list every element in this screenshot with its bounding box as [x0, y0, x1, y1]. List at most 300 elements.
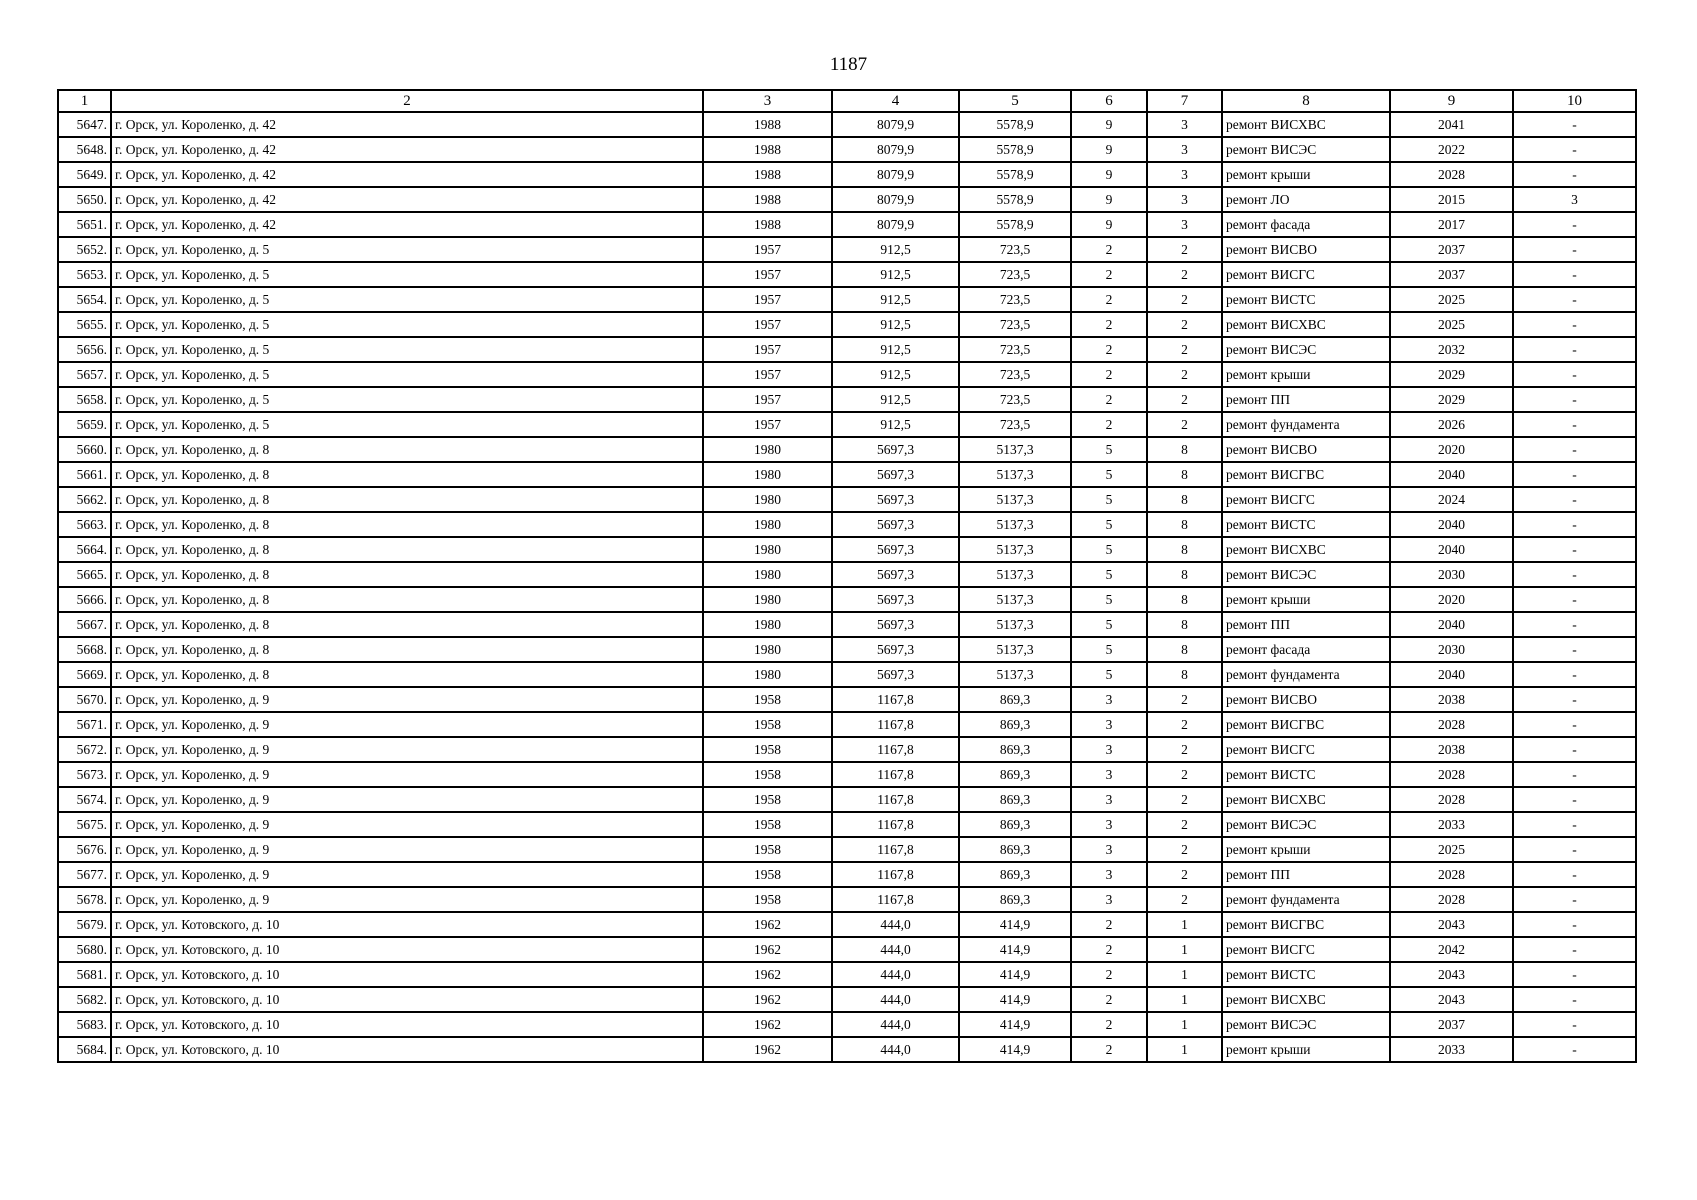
table-row	[58, 112, 1636, 137]
table-row	[58, 212, 1636, 237]
entrances-cell: 1	[1147, 912, 1222, 937]
note-cell: -	[1513, 487, 1636, 512]
floors-cell: 2	[1071, 287, 1147, 312]
address-cell: г. Орск, ул. Короленко, д. 8	[111, 637, 703, 662]
planned-year-cell: 2028	[1390, 887, 1513, 912]
table-row	[58, 462, 1636, 487]
address-cell: г. Орск, ул. Котовского, д. 10	[111, 962, 703, 987]
table-row	[58, 712, 1636, 737]
year-built-cell: 1988	[703, 187, 832, 212]
living-area-cell: 414,9	[959, 962, 1071, 987]
living-area-cell: 5578,9	[959, 162, 1071, 187]
entrances-cell: 2	[1147, 737, 1222, 762]
note-cell: -	[1513, 512, 1636, 537]
floors-cell: 3	[1071, 862, 1147, 887]
note-cell: -	[1513, 287, 1636, 312]
table-row	[58, 612, 1636, 637]
repair-type-cell: ремонт ВИСГС	[1222, 262, 1390, 287]
note-cell: -	[1513, 962, 1636, 987]
repair-type-cell: ремонт ВИСЭС	[1222, 1012, 1390, 1037]
planned-year-cell: 2028	[1390, 712, 1513, 737]
planned-year-cell: 2020	[1390, 587, 1513, 612]
repair-type-cell: ремонт ВИСВО	[1222, 437, 1390, 462]
living-area-cell: 869,3	[959, 837, 1071, 862]
row-number-cell: 5652.	[58, 237, 111, 262]
year-built-cell: 1958	[703, 737, 832, 762]
living-area-cell: 869,3	[959, 887, 1071, 912]
year-built-cell: 1957	[703, 237, 832, 262]
repair-type-cell: ремонт ВИСХВС	[1222, 787, 1390, 812]
planned-year-cell: 2030	[1390, 637, 1513, 662]
planned-year-cell: 2038	[1390, 737, 1513, 762]
column-header-9: 9	[1390, 90, 1513, 112]
table-row	[58, 437, 1636, 462]
repair-type-cell: ремонт фундамента	[1222, 662, 1390, 687]
row-number-cell: 5680.	[58, 937, 111, 962]
living-area-cell: 723,5	[959, 362, 1071, 387]
repair-type-cell: ремонт фасада	[1222, 637, 1390, 662]
table-row	[58, 1012, 1636, 1037]
column-header-3: 3	[703, 90, 832, 112]
table-row	[58, 312, 1636, 337]
entrances-cell: 3	[1147, 112, 1222, 137]
entrances-cell: 8	[1147, 637, 1222, 662]
table-row	[58, 162, 1636, 187]
planned-year-cell: 2040	[1390, 662, 1513, 687]
total-area-cell: 5697,3	[832, 437, 959, 462]
total-area-cell: 912,5	[832, 337, 959, 362]
table-row	[58, 687, 1636, 712]
entrances-cell: 3	[1147, 137, 1222, 162]
note-cell: -	[1513, 437, 1636, 462]
row-number-cell: 5665.	[58, 562, 111, 587]
entrances-cell: 1	[1147, 962, 1222, 987]
year-built-cell: 1958	[703, 812, 832, 837]
floors-cell: 3	[1071, 887, 1147, 912]
planned-year-cell: 2043	[1390, 962, 1513, 987]
entrances-cell: 8	[1147, 587, 1222, 612]
year-built-cell: 1958	[703, 837, 832, 862]
floors-cell: 9	[1071, 112, 1147, 137]
note-cell: -	[1513, 1037, 1636, 1062]
address-cell: г. Орск, ул. Короленко, д. 8	[111, 562, 703, 587]
total-area-cell: 1167,8	[832, 887, 959, 912]
repair-type-cell: ремонт ПП	[1222, 862, 1390, 887]
table-row	[58, 237, 1636, 262]
year-built-cell: 1980	[703, 612, 832, 637]
total-area-cell: 1167,8	[832, 737, 959, 762]
row-number-cell: 5675.	[58, 812, 111, 837]
address-cell: г. Орск, ул. Короленко, д. 8	[111, 662, 703, 687]
note-cell: 3	[1513, 187, 1636, 212]
page-number: 1187	[829, 54, 868, 75]
year-built-cell: 1988	[703, 137, 832, 162]
total-area-cell: 1167,8	[832, 812, 959, 837]
living-area-cell: 723,5	[959, 387, 1071, 412]
year-built-cell: 1962	[703, 962, 832, 987]
living-area-cell: 5137,3	[959, 637, 1071, 662]
planned-year-cell: 2043	[1390, 987, 1513, 1012]
note-cell: -	[1513, 987, 1636, 1012]
living-area-cell: 5137,3	[959, 562, 1071, 587]
total-area-cell: 912,5	[832, 262, 959, 287]
row-number-cell: 5664.	[58, 537, 111, 562]
table-row	[58, 637, 1636, 662]
floors-cell: 2	[1071, 237, 1147, 262]
row-number-cell: 5666.	[58, 587, 111, 612]
header-row	[58, 90, 1636, 112]
year-built-cell: 1957	[703, 387, 832, 412]
address-cell: г. Орск, ул. Котовского, д. 10	[111, 937, 703, 962]
entrances-cell: 2	[1147, 337, 1222, 362]
row-number-cell: 5676.	[58, 837, 111, 862]
note-cell: -	[1513, 112, 1636, 137]
repair-type-cell: ремонт крыши	[1222, 837, 1390, 862]
table-row	[58, 262, 1636, 287]
entrances-cell: 2	[1147, 312, 1222, 337]
column-header-10: 10	[1513, 90, 1636, 112]
floors-cell: 9	[1071, 137, 1147, 162]
total-area-cell: 5697,3	[832, 562, 959, 587]
repair-type-cell: ремонт ВИСВО	[1222, 687, 1390, 712]
repair-type-cell: ремонт ВИСГВС	[1222, 712, 1390, 737]
address-cell: г. Орск, ул. Короленко, д. 8	[111, 462, 703, 487]
repair-type-cell: ремонт ВИСТС	[1222, 512, 1390, 537]
floors-cell: 5	[1071, 662, 1147, 687]
repair-type-cell: ремонт крыши	[1222, 1037, 1390, 1062]
entrances-cell: 3	[1147, 162, 1222, 187]
note-cell: -	[1513, 262, 1636, 287]
planned-year-cell: 2025	[1390, 312, 1513, 337]
year-built-cell: 1980	[703, 462, 832, 487]
table-row	[58, 387, 1636, 412]
repair-type-cell: ремонт ЛО	[1222, 187, 1390, 212]
living-area-cell: 869,3	[959, 862, 1071, 887]
entrances-cell: 8	[1147, 462, 1222, 487]
repair-type-cell: ремонт крыши	[1222, 587, 1390, 612]
row-number-cell: 5650.	[58, 187, 111, 212]
planned-year-cell: 2025	[1390, 287, 1513, 312]
entrances-cell: 1	[1147, 1012, 1222, 1037]
total-area-cell: 444,0	[832, 1012, 959, 1037]
living-area-cell: 414,9	[959, 1012, 1071, 1037]
note-cell: -	[1513, 537, 1636, 562]
living-area-cell: 869,3	[959, 712, 1071, 737]
floors-cell: 3	[1071, 762, 1147, 787]
total-area-cell: 8079,9	[832, 112, 959, 137]
table-row	[58, 137, 1636, 162]
column-header-1: 1	[58, 90, 111, 112]
entrances-cell: 8	[1147, 437, 1222, 462]
planned-year-cell: 2040	[1390, 537, 1513, 562]
table-row	[58, 937, 1636, 962]
repair-type-cell: ремонт ВИСЭС	[1222, 812, 1390, 837]
address-cell: г. Орск, ул. Короленко, д. 9	[111, 687, 703, 712]
row-number-cell: 5673.	[58, 762, 111, 787]
entrances-cell: 2	[1147, 262, 1222, 287]
note-cell: -	[1513, 812, 1636, 837]
table-row	[58, 737, 1636, 762]
total-area-cell: 444,0	[832, 912, 959, 937]
note-cell: -	[1513, 737, 1636, 762]
planned-year-cell: 2033	[1390, 812, 1513, 837]
note-cell: -	[1513, 787, 1636, 812]
planned-year-cell: 2040	[1390, 512, 1513, 537]
total-area-cell: 1167,8	[832, 862, 959, 887]
total-area-cell: 444,0	[832, 987, 959, 1012]
year-built-cell: 1957	[703, 262, 832, 287]
planned-year-cell: 2037	[1390, 237, 1513, 262]
floors-cell: 2	[1071, 412, 1147, 437]
year-built-cell: 1957	[703, 362, 832, 387]
address-cell: г. Орск, ул. Короленко, д. 8	[111, 437, 703, 462]
note-cell: -	[1513, 912, 1636, 937]
row-number-cell: 5660.	[58, 437, 111, 462]
note-cell: -	[1513, 762, 1636, 787]
floors-cell: 3	[1071, 812, 1147, 837]
floors-cell: 9	[1071, 212, 1147, 237]
floors-cell: 5	[1071, 612, 1147, 637]
entrances-cell: 2	[1147, 812, 1222, 837]
note-cell: -	[1513, 337, 1636, 362]
row-number-cell: 5658.	[58, 387, 111, 412]
living-area-cell: 869,3	[959, 687, 1071, 712]
year-built-cell: 1958	[703, 687, 832, 712]
living-area-cell: 414,9	[959, 937, 1071, 962]
row-number-cell: 5659.	[58, 412, 111, 437]
row-number-cell: 5683.	[58, 1012, 111, 1037]
planned-year-cell: 2020	[1390, 437, 1513, 462]
year-built-cell: 1980	[703, 437, 832, 462]
note-cell: -	[1513, 662, 1636, 687]
total-area-cell: 8079,9	[832, 212, 959, 237]
planned-year-cell: 2017	[1390, 212, 1513, 237]
total-area-cell: 5697,3	[832, 462, 959, 487]
table-row	[58, 912, 1636, 937]
year-built-cell: 1962	[703, 937, 832, 962]
year-built-cell: 1958	[703, 762, 832, 787]
table-row	[58, 562, 1636, 587]
note-cell: -	[1513, 862, 1636, 887]
address-cell: г. Орск, ул. Короленко, д. 8	[111, 587, 703, 612]
repair-type-cell: ремонт ПП	[1222, 387, 1390, 412]
note-cell: -	[1513, 237, 1636, 262]
repair-type-cell: ремонт ВИСГС	[1222, 487, 1390, 512]
repair-type-cell: ремонт ВИСХВС	[1222, 312, 1390, 337]
address-cell: г. Орск, ул. Короленко, д. 42	[111, 112, 703, 137]
floors-cell: 3	[1071, 712, 1147, 737]
address-cell: г. Орск, ул. Короленко, д. 42	[111, 212, 703, 237]
year-built-cell: 1958	[703, 862, 832, 887]
year-built-cell: 1957	[703, 312, 832, 337]
row-number-cell: 5662.	[58, 487, 111, 512]
table-row	[58, 837, 1636, 862]
table-row	[58, 587, 1636, 612]
note-cell: -	[1513, 312, 1636, 337]
table-row	[58, 487, 1636, 512]
planned-year-cell: 2029	[1390, 387, 1513, 412]
total-area-cell: 444,0	[832, 962, 959, 987]
floors-cell: 5	[1071, 437, 1147, 462]
entrances-cell: 2	[1147, 712, 1222, 737]
floors-cell: 2	[1071, 987, 1147, 1012]
address-cell: г. Орск, ул. Короленко, д. 9	[111, 812, 703, 837]
total-area-cell: 5697,3	[832, 612, 959, 637]
total-area-cell: 5697,3	[832, 637, 959, 662]
entrances-cell: 2	[1147, 387, 1222, 412]
address-cell: г. Орск, ул. Короленко, д. 8	[111, 612, 703, 637]
repair-type-cell: ремонт ВИСВО	[1222, 237, 1390, 262]
table-row	[58, 362, 1636, 387]
repair-type-cell: ремонт ВИСЭС	[1222, 562, 1390, 587]
year-built-cell: 1957	[703, 287, 832, 312]
planned-year-cell: 2040	[1390, 612, 1513, 637]
total-area-cell: 8079,9	[832, 187, 959, 212]
entrances-cell: 2	[1147, 237, 1222, 262]
row-number-cell: 5684.	[58, 1037, 111, 1062]
living-area-cell: 5137,3	[959, 437, 1071, 462]
year-built-cell: 1957	[703, 337, 832, 362]
note-cell: -	[1513, 562, 1636, 587]
living-area-cell: 5137,3	[959, 612, 1071, 637]
total-area-cell: 912,5	[832, 287, 959, 312]
floors-cell: 2	[1071, 912, 1147, 937]
address-cell: г. Орск, ул. Короленко, д. 42	[111, 162, 703, 187]
living-area-cell: 414,9	[959, 1037, 1071, 1062]
address-cell: г. Орск, ул. Короленко, д. 5	[111, 362, 703, 387]
address-cell: г. Орск, ул. Котовского, д. 10	[111, 1037, 703, 1062]
column-header-7: 7	[1147, 90, 1222, 112]
total-area-cell: 8079,9	[832, 137, 959, 162]
repair-type-cell: ремонт ВИСГВС	[1222, 912, 1390, 937]
total-area-cell: 1167,8	[832, 762, 959, 787]
address-cell: г. Орск, ул. Короленко, д. 9	[111, 787, 703, 812]
address-cell: г. Орск, ул. Короленко, д. 42	[111, 137, 703, 162]
living-area-cell: 5578,9	[959, 112, 1071, 137]
living-area-cell: 5578,9	[959, 137, 1071, 162]
year-built-cell: 1958	[703, 887, 832, 912]
year-built-cell: 1980	[703, 587, 832, 612]
total-area-cell: 912,5	[832, 362, 959, 387]
row-number-cell: 5647.	[58, 112, 111, 137]
note-cell: -	[1513, 162, 1636, 187]
living-area-cell: 869,3	[959, 812, 1071, 837]
entrances-cell: 8	[1147, 562, 1222, 587]
entrances-cell: 2	[1147, 762, 1222, 787]
row-number-cell: 5669.	[58, 662, 111, 687]
repair-type-cell: ремонт ВИСГС	[1222, 937, 1390, 962]
entrances-cell: 8	[1147, 487, 1222, 512]
living-area-cell: 5137,3	[959, 462, 1071, 487]
repair-type-cell: ремонт ВИСГС	[1222, 737, 1390, 762]
total-area-cell: 5697,3	[832, 512, 959, 537]
living-area-cell: 5137,3	[959, 487, 1071, 512]
living-area-cell: 5578,9	[959, 187, 1071, 212]
year-built-cell: 1957	[703, 412, 832, 437]
table-row	[58, 787, 1636, 812]
floors-cell: 5	[1071, 512, 1147, 537]
address-cell: г. Орск, ул. Короленко, д. 5	[111, 287, 703, 312]
row-number-cell: 5682.	[58, 987, 111, 1012]
floors-cell: 3	[1071, 837, 1147, 862]
floors-cell: 5	[1071, 587, 1147, 612]
row-number-cell: 5663.	[58, 512, 111, 537]
table-row	[58, 762, 1636, 787]
row-number-cell: 5678.	[58, 887, 111, 912]
address-cell: г. Орск, ул. Короленко, д. 9	[111, 862, 703, 887]
entrances-cell: 2	[1147, 862, 1222, 887]
floors-cell: 2	[1071, 387, 1147, 412]
planned-year-cell: 2028	[1390, 762, 1513, 787]
row-number-cell: 5648.	[58, 137, 111, 162]
planned-year-cell: 2037	[1390, 1012, 1513, 1037]
living-area-cell: 869,3	[959, 762, 1071, 787]
repair-type-cell: ремонт фундамента	[1222, 887, 1390, 912]
address-cell: г. Орск, ул. Котовского, д. 10	[111, 912, 703, 937]
floors-cell: 9	[1071, 162, 1147, 187]
planned-year-cell: 2028	[1390, 862, 1513, 887]
note-cell: -	[1513, 887, 1636, 912]
living-area-cell: 5137,3	[959, 587, 1071, 612]
note-cell: -	[1513, 412, 1636, 437]
column-header-5: 5	[959, 90, 1071, 112]
note-cell: -	[1513, 612, 1636, 637]
planned-year-cell: 2029	[1390, 362, 1513, 387]
year-built-cell: 1980	[703, 562, 832, 587]
note-cell: -	[1513, 212, 1636, 237]
repair-type-cell: ремонт ВИСЭС	[1222, 337, 1390, 362]
row-number-cell: 5649.	[58, 162, 111, 187]
floors-cell: 5	[1071, 537, 1147, 562]
planned-year-cell: 2037	[1390, 262, 1513, 287]
living-area-cell: 869,3	[959, 737, 1071, 762]
floors-cell: 2	[1071, 337, 1147, 362]
row-number-cell: 5672.	[58, 737, 111, 762]
living-area-cell: 723,5	[959, 287, 1071, 312]
entrances-cell: 2	[1147, 887, 1222, 912]
year-built-cell: 1980	[703, 487, 832, 512]
entrances-cell: 2	[1147, 287, 1222, 312]
year-built-cell: 1962	[703, 1012, 832, 1037]
repair-type-cell: ремонт ВИСТС	[1222, 287, 1390, 312]
address-cell: г. Орск, ул. Короленко, д. 9	[111, 737, 703, 762]
entrances-cell: 8	[1147, 612, 1222, 637]
total-area-cell: 5697,3	[832, 487, 959, 512]
note-cell: -	[1513, 387, 1636, 412]
floors-cell: 2	[1071, 362, 1147, 387]
living-area-cell: 5137,3	[959, 537, 1071, 562]
entrances-cell: 3	[1147, 187, 1222, 212]
address-cell: г. Орск, ул. Короленко, д. 5	[111, 412, 703, 437]
row-number-cell: 5661.	[58, 462, 111, 487]
planned-year-cell: 2028	[1390, 162, 1513, 187]
table-row	[58, 987, 1636, 1012]
entrances-cell: 2	[1147, 412, 1222, 437]
floors-cell: 9	[1071, 187, 1147, 212]
living-area-cell: 723,5	[959, 337, 1071, 362]
year-built-cell: 1962	[703, 1037, 832, 1062]
column-header-6: 6	[1071, 90, 1147, 112]
living-area-cell: 5578,9	[959, 212, 1071, 237]
note-cell: -	[1513, 837, 1636, 862]
total-area-cell: 8079,9	[832, 162, 959, 187]
total-area-cell: 1167,8	[832, 787, 959, 812]
total-area-cell: 5697,3	[832, 662, 959, 687]
total-area-cell: 1167,8	[832, 837, 959, 862]
total-area-cell: 444,0	[832, 1037, 959, 1062]
year-built-cell: 1980	[703, 662, 832, 687]
entrances-cell: 2	[1147, 787, 1222, 812]
